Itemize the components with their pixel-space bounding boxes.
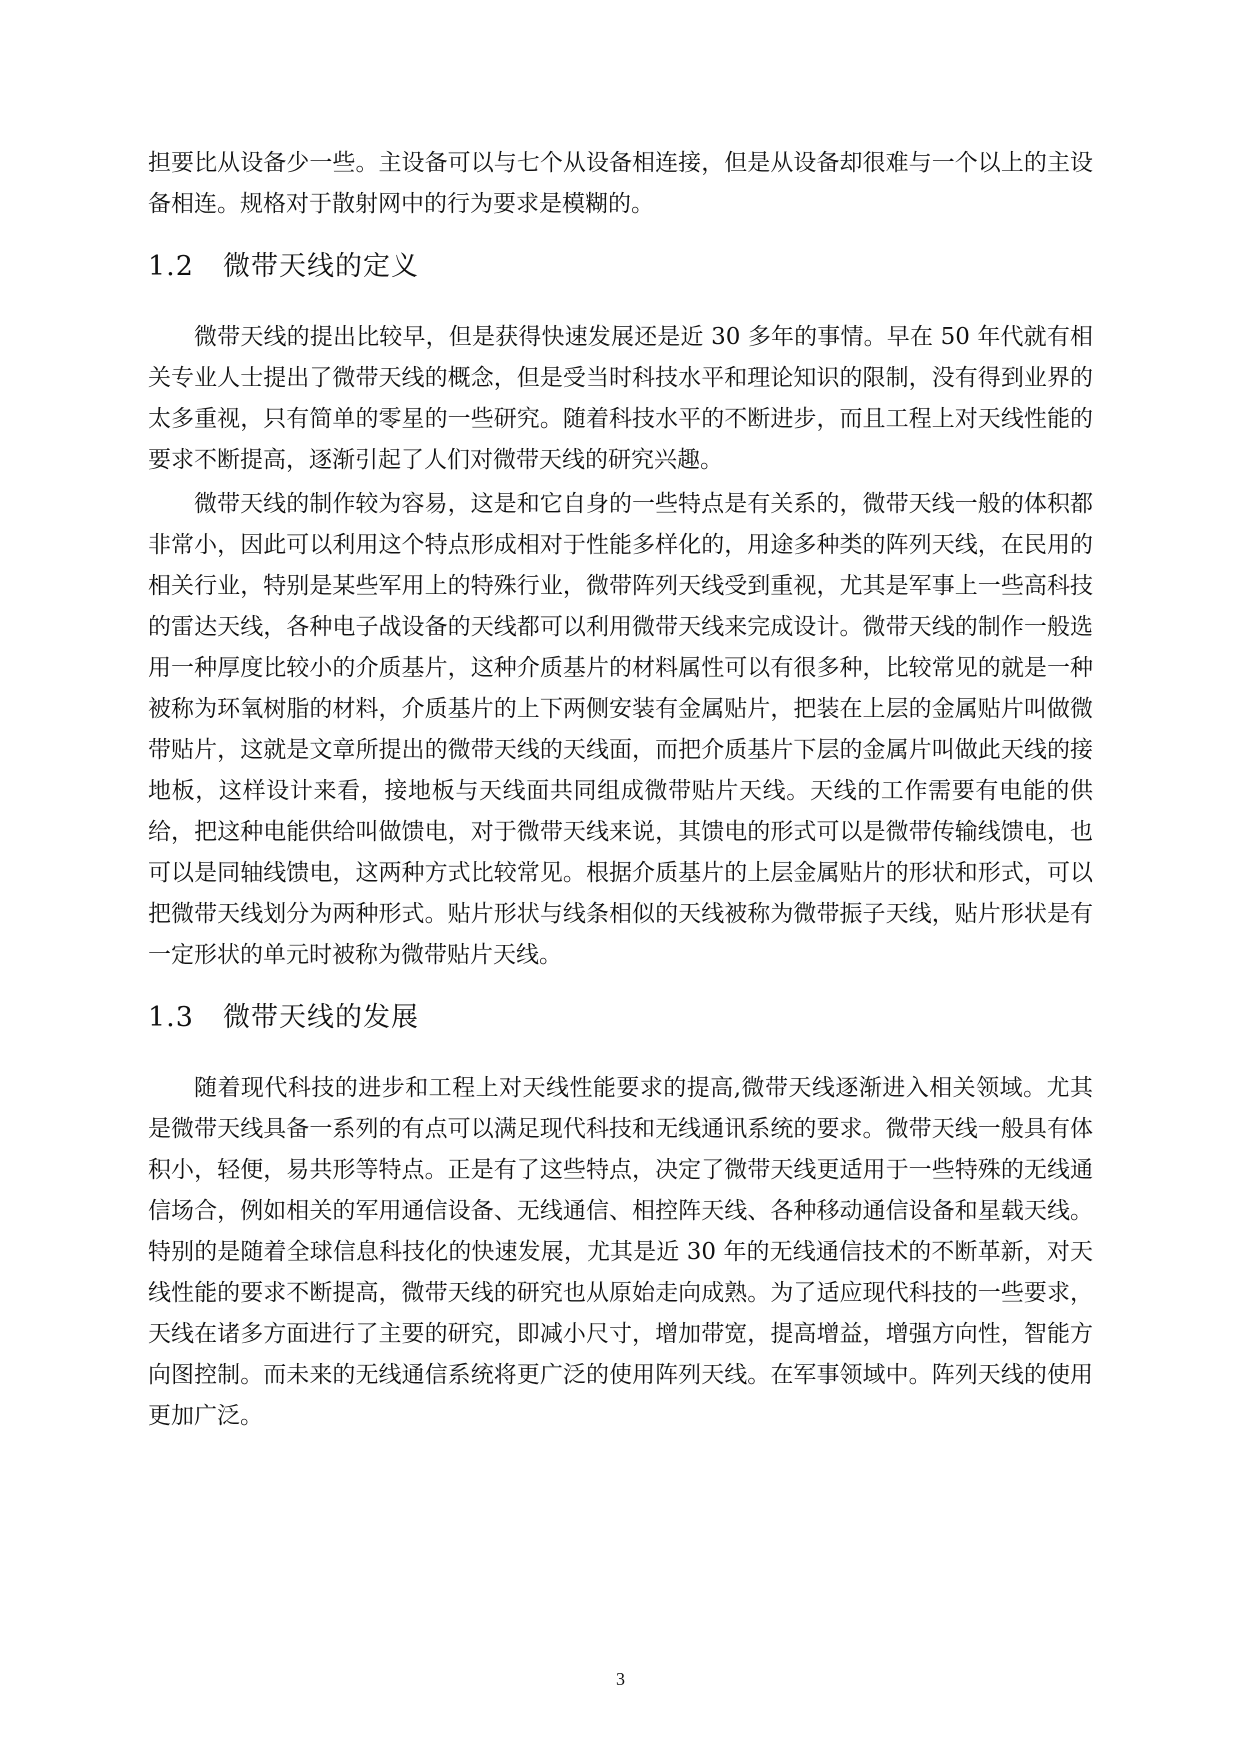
body-paragraph: 随着现代科技的进步和工程上对天线性能要求的提高,微带天线逐渐进入相关领域。尤其是微带天线具备一系列的有点可以满足现代科技和无线通讯系统的要求。微带天线一般具有体积小，轻便，易共形等特点。正是有了这些特点，决定了微带天线更适用于一些特殊的无线通信场合，例如相关的军用通信设备、无线通信、相控阵天线、各种移动通信设备和星载天线。特别的是随着全球信息科技化的快速发展，尤其是近 30 年的无线通信技术的不断革新，对天线性能的要求不断提高，微带天线的研究也从原始走向成熟。为了适应现代科技的一些要求，天线在诸多方面进行了主要的研究，即减小尺寸，增加带宽，提高增益，增强方向性，智能方向图控制。而未来的无线通信系统将更广泛的使用阵列天线。在军事领域中。阵列天线的使用更加广泛。	[148, 1075, 1093, 1429]
page-number: 3	[616, 1669, 625, 1689]
body-paragraph: 微带天线的制作较为容易，这是和它自身的一些特点是有关系的，微带天线一般的体积都非常小，因此可以利用这个特点形成相对于性能多样化的，用途多种类的阵列天线，在民用的相关行业，特别是某些军用上的特殊行业，微带阵列天线受到重视，尤其是军事上一些高科技的雷达天线，各种电子战设备的天线都可以利用微带天线来完成设计。微带天线的制作一般选用一种厚度比较小的介质基片，这种介质基片的材料属性可以有很多种，比较常见的就是一种被称为环氧树脂的材料，介质基片的上下两侧安装有金属贴片，把装在上层的金属贴片叫做微带贴片，这就是文章所提出的微带天线的天线面，而把介质基片下层的金属片叫做此天线的接地板，这样设计来看，接地板与天线面共同组成微带贴片天线。天线的工作需要有电能的供给，把这种电能供给叫做馈电，对于微带天线来说，其馈电的形式可以是微带传输线馈电，也可以是同轴线馈电，这两种方式比较常见。根据介质基片的上层金属贴片的形状和形式，可以把微带天线划分为两种形式。贴片形状与线条相似的天线被称为微带振子天线，贴片形状是有一定形状的单元时被称为微带贴片天线。	[148, 491, 1093, 968]
section-heading-1-2	[148, 247, 1093, 287]
section-number: 1.3	[148, 1002, 194, 1033]
section-title: 微带天线的发展	[223, 1002, 419, 1033]
page-content	[148, 143, 1093, 1437]
section-heading-1-3	[148, 998, 1093, 1038]
section-number: 1.2	[148, 251, 194, 282]
section-title: 微带天线的定义	[223, 251, 419, 282]
intro-paragraph: 担要比从设备少一些。主设备可以与七个从设备相连接，但是从设备却很难与一个以上的主设备相连。规格对于散射网中的行为要求是模糊的。	[148, 150, 1093, 217]
body-paragraph: 微带天线的提出比较早，但是获得快速发展还是近 30 多年的事情。早在 50 年代就有相关专业人士提出了微带天线的概念，但是受当时科技水平和理论知识的限制，没有得到业界的太多重视，只有简单的零星的一些研究。随着科技水平的不断进步，而且工程上对天线性能的要求不断提高，逐渐引起了人们对微带天线的研究兴趣。	[148, 324, 1093, 473]
